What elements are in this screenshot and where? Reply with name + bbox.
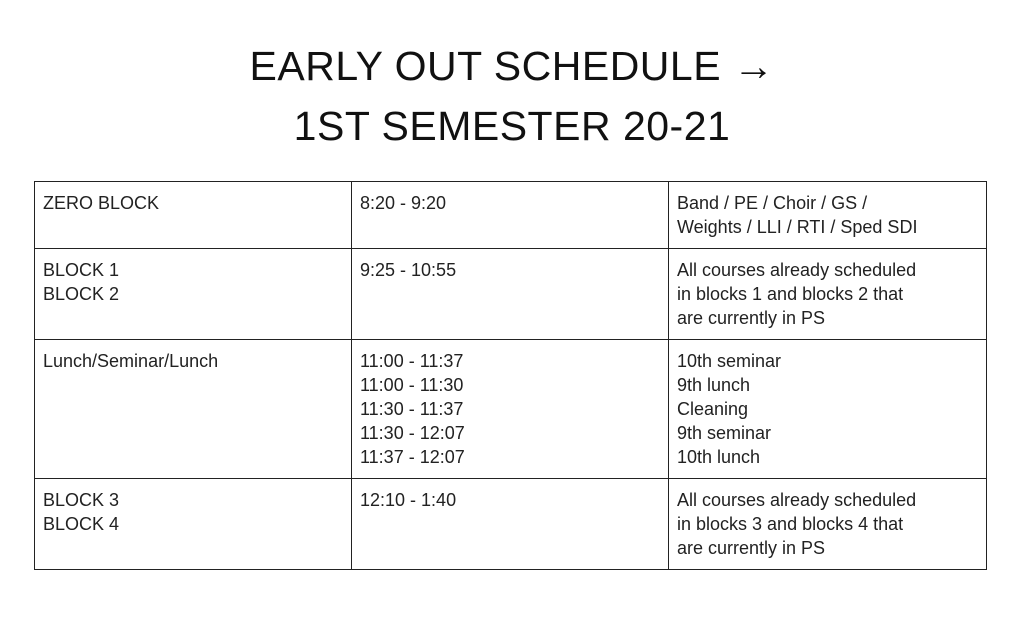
table-row	[35, 479, 987, 570]
details-line: in blocks 1 and blocks 2 that	[677, 284, 904, 304]
time-cell	[352, 340, 669, 479]
time-range: 11:00 - 11:30	[360, 375, 464, 395]
block-label: ZERO BLOCK	[43, 193, 160, 213]
time-range: 11:00 - 11:37	[360, 351, 464, 371]
time-range: 8:20 - 9:20	[360, 193, 447, 213]
block-cell	[35, 249, 352, 340]
time-range: 12:10 - 1:40	[360, 490, 457, 510]
time-cell	[352, 182, 669, 249]
block-label: BLOCK 4	[43, 514, 120, 534]
details-cell	[669, 182, 987, 249]
time-cell	[352, 249, 669, 340]
block-label: BLOCK 3	[43, 490, 120, 510]
block-cell	[35, 340, 352, 479]
details-line: Band / PE / Choir / GS /	[677, 193, 868, 213]
schedule-table	[34, 181, 987, 570]
time-cell	[352, 479, 669, 570]
details-line: 9th seminar	[677, 423, 772, 443]
block-cell	[35, 182, 352, 249]
block-label: BLOCK 2	[43, 284, 120, 304]
details-line: Cleaning	[677, 399, 749, 419]
block-label: Lunch/Seminar/Lunch	[43, 351, 219, 371]
details-line: 10th seminar	[677, 351, 782, 371]
table-row	[35, 182, 987, 249]
details-cell	[669, 479, 987, 570]
time-range: 11:30 - 11:37	[360, 399, 464, 419]
table-row	[35, 340, 987, 479]
details-line: 10th lunch	[677, 447, 761, 467]
title-line-1: EARLY OUT SCHEDULE →	[249, 43, 775, 89]
details-line: 9th lunch	[677, 375, 751, 395]
details-cell	[669, 249, 987, 340]
details-cell	[669, 340, 987, 479]
details-line: in blocks 3 and blocks 4 that	[677, 514, 904, 534]
block-label: BLOCK 1	[43, 260, 120, 280]
details-line: Weights / LLI / RTI / Sped SDI	[677, 217, 918, 237]
details-line: are currently in PS	[677, 538, 826, 558]
block-cell	[35, 479, 352, 570]
details-line: All courses already scheduled	[677, 260, 917, 280]
time-range: 11:30 - 12:07	[360, 423, 465, 443]
table-row	[35, 249, 987, 340]
time-range: 11:37 - 12:07	[360, 447, 465, 467]
page-title	[0, 36, 1024, 156]
details-line: are currently in PS	[677, 308, 826, 328]
details-line: All courses already scheduled	[677, 490, 917, 510]
title-line-2: 1ST SEMESTER 20-21	[293, 103, 731, 149]
time-range: 9:25 - 10:55	[360, 260, 457, 280]
